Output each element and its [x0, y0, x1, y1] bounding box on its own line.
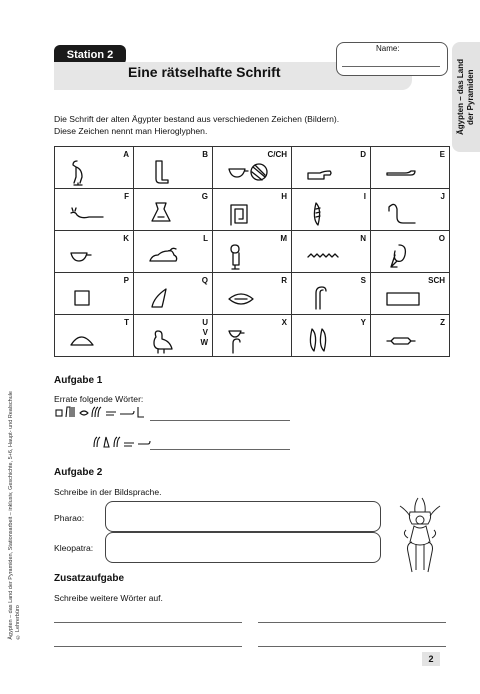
horned-viper-glyph-icon	[69, 199, 111, 229]
word2-hieroglyphs-icon	[92, 434, 152, 450]
page-title: Eine rätselhafte Schrift	[128, 64, 281, 80]
cobra-glyph-icon	[385, 199, 427, 229]
side-tab-text	[452, 42, 480, 152]
bread-loaf-glyph-icon	[69, 325, 111, 355]
extra-line-3[interactable]	[54, 646, 242, 647]
cell-letter: I	[363, 192, 366, 201]
alphabet-cell	[371, 231, 450, 273]
zusatz-heading: Zusatzaufgabe	[54, 573, 125, 584]
extra-line-4[interactable]	[258, 646, 446, 647]
cell-letter: C/CH	[267, 150, 287, 159]
alphabet-cell	[134, 147, 213, 189]
alphabet-cell	[213, 189, 292, 231]
cell-letter: O	[438, 234, 445, 243]
intro-line2: Diese Zeichen nennt man Hieroglyphen.	[54, 126, 208, 136]
folded-cloth-glyph-icon	[306, 283, 348, 313]
side-tab-line1: Ägypten – das Land	[456, 58, 465, 135]
cell-letter: X	[281, 318, 287, 327]
hand-glyph-icon	[306, 157, 348, 187]
cell-letter: F	[124, 192, 129, 201]
footer-side-text	[4, 350, 26, 680]
alphabet-cell	[134, 273, 213, 315]
cell-letter: B	[202, 150, 208, 159]
alphabet-cell	[213, 147, 292, 189]
cell-letter: E	[439, 150, 445, 159]
alphabet-cell	[134, 189, 213, 231]
alphabet-cell	[292, 273, 371, 315]
stool-glyph-icon	[69, 283, 111, 313]
pharao-label: Pharao:	[54, 513, 85, 523]
double-reed-glyph-icon	[306, 325, 348, 355]
footer-copyright: © Lehrerbüro	[15, 604, 21, 640]
cell-letter: SCH	[428, 276, 445, 285]
owl-glyph-icon	[227, 241, 269, 271]
jar-stand-glyph-icon	[148, 199, 190, 229]
lion-glyph-icon	[148, 241, 190, 271]
basket-and-cloth-glyph-icon	[227, 325, 269, 355]
cell-letter: D	[360, 150, 366, 159]
zusatz-instruction: Schreibe weitere Wörter auf.	[54, 593, 163, 603]
alphabet-cell	[292, 189, 371, 231]
basket-handle-glyph-icon	[69, 241, 111, 271]
alphabet-cell	[213, 231, 292, 273]
side-tab-line2: der Pyramiden	[466, 69, 475, 125]
alphabet-cell	[371, 189, 450, 231]
alphabet-cell	[134, 231, 213, 273]
cell-letter: Q	[201, 276, 208, 285]
cell-letter: J	[440, 192, 445, 201]
hill-glyph-icon	[148, 283, 190, 313]
cell-letter: Y	[360, 318, 366, 327]
page-number: 2	[422, 652, 440, 666]
arm-glyph-icon	[385, 157, 427, 187]
cell-letter: N	[360, 234, 366, 243]
extra-line-1[interactable]	[54, 622, 242, 623]
cell-letter: S	[360, 276, 366, 285]
name-label: Name:	[376, 44, 400, 53]
cell-letter: H	[281, 192, 287, 201]
alphabet-row	[55, 147, 450, 189]
kleopatra-label: Kleopatra:	[54, 543, 94, 553]
basket-and-sieve-glyph-icon	[227, 157, 269, 187]
intro-line1: Die Schrift der alten Ägypter bestand aus verschiedenen Zeichen (Bildern).	[54, 114, 340, 124]
footer-credit: Ägypten – das Land der Pyramiden, Stationsarbeit – inklusiv, Geschichte, 5+6, Haupt- und Realschule	[8, 390, 14, 640]
kleopatra-answer-box[interactable]	[105, 532, 381, 563]
alphabet-row	[55, 189, 450, 231]
vulture-glyph-icon	[69, 157, 111, 187]
pharaoh-illustration-icon	[392, 496, 448, 574]
station-label: Station 2	[66, 49, 114, 61]
cell-letter: U V W	[200, 318, 208, 347]
door-bolt-glyph-icon	[385, 325, 427, 355]
alphabet-cell	[55, 147, 134, 189]
alphabet-cell	[55, 231, 134, 273]
cell-letter: A	[123, 150, 129, 159]
aufgabe2-heading: Aufgabe 2	[54, 467, 103, 478]
alphabet-row	[55, 273, 450, 315]
cell-letter: M	[280, 234, 287, 243]
alphabet-cell	[292, 315, 371, 357]
alphabet-cell	[55, 315, 134, 357]
cell-letter: T	[124, 318, 129, 327]
answer-line-1[interactable]	[150, 420, 290, 421]
pool-glyph-icon	[385, 283, 427, 313]
cell-letter: G	[201, 192, 208, 201]
cell-letter: L	[203, 234, 208, 243]
alphabet-cell	[134, 315, 213, 357]
reed-leaf-glyph-icon	[306, 199, 348, 229]
word1-hieroglyphs-icon	[54, 404, 154, 420]
alphabet-cell	[371, 273, 450, 315]
alphabet-row	[55, 315, 450, 357]
extra-line-2[interactable]	[258, 622, 446, 623]
aufgabe1-heading: Aufgabe 1	[54, 375, 103, 386]
hieroglyph-table	[54, 146, 450, 357]
answer-line-2[interactable]	[150, 449, 290, 450]
alphabet-cell	[55, 189, 134, 231]
intro-text	[54, 113, 434, 137]
alphabet-cell	[213, 315, 292, 357]
cell-letter: Z	[440, 318, 445, 327]
alphabet-cell	[292, 231, 371, 273]
alphabet-row	[55, 231, 450, 273]
alphabet-cell	[292, 147, 371, 189]
foot-glyph-icon	[148, 157, 190, 187]
water-glyph-icon	[306, 241, 348, 271]
alphabet-cell	[371, 147, 450, 189]
alphabet-cell	[371, 315, 450, 357]
mouth-glyph-icon	[227, 283, 269, 313]
cell-letter: K	[123, 234, 129, 243]
twisted-flax-glyph-icon	[227, 199, 269, 229]
aufgabe2-instruction: Schreibe in der Bildsprache.	[54, 487, 162, 497]
cell-letter: R	[281, 276, 287, 285]
pharao-answer-box[interactable]	[105, 501, 381, 532]
aufgabe1-instruction: Errate folgende Wörter:	[54, 394, 144, 404]
name-line	[342, 66, 440, 67]
alphabet-cell	[213, 273, 292, 315]
alphabet-cell	[55, 273, 134, 315]
cell-letter: P	[123, 276, 129, 285]
lasso-glyph-icon	[385, 241, 427, 271]
quail-chick-glyph-icon	[148, 325, 190, 355]
